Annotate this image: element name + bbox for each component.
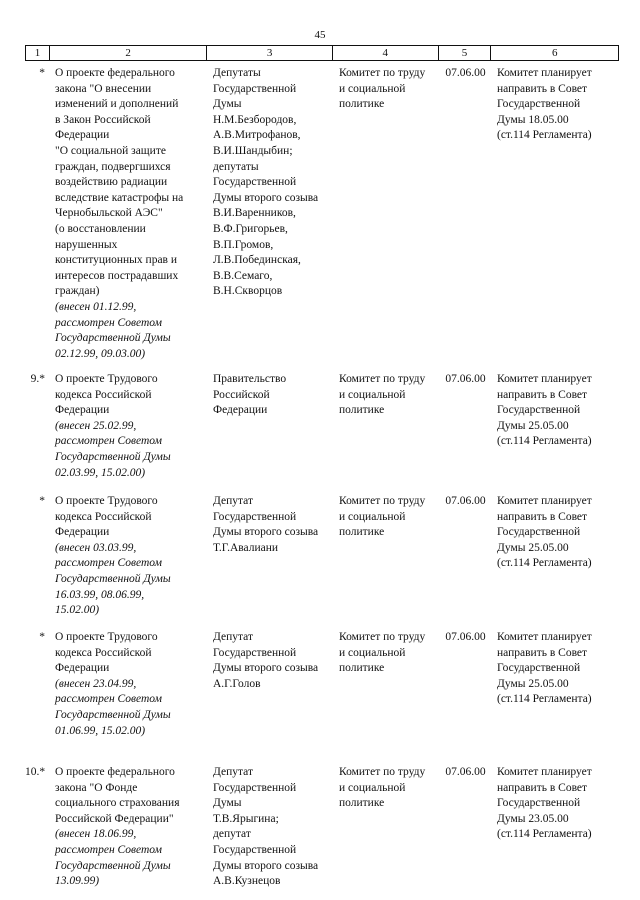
date-cell: 07.06.00 [445, 631, 486, 643]
bill-title-cell [49, 494, 207, 619]
author-line: В.Ф.Григорьев, [213, 222, 288, 235]
bill-title-line: в Закон Российской [55, 113, 151, 126]
bill-note-line: Государственной Думы [55, 859, 171, 872]
author-line: депутат [213, 828, 251, 841]
row-number: * [39, 631, 45, 643]
author-line: В.Н.Скворцов [213, 285, 283, 298]
plan-cell [492, 372, 619, 481]
plan-line: Государственной [497, 797, 581, 810]
author-line: Государственной [213, 843, 297, 856]
row-number: * [39, 495, 45, 507]
bill-note-line: 02.12.99, 09.03.00) [55, 347, 146, 360]
committee-line: политике [339, 526, 385, 539]
author-line: Думы второго созыва [213, 191, 319, 204]
bill-note-line: (внесен 23.04.99, [55, 677, 137, 690]
bill-title-line: кодекса Российской [55, 646, 152, 659]
plan-line: направить в Совет [497, 82, 588, 95]
author-line: Т.Г.Авалиани [213, 541, 279, 554]
plan-line: направить в Совет [497, 510, 588, 523]
bill-title-line: граждан, подвергшихся [55, 160, 171, 173]
bill-note-line: рассмотрен Советом [55, 693, 162, 706]
committee-line: и социальной [339, 781, 406, 794]
bill-note-line: рассмотрен Советом [55, 843, 162, 856]
committee-cell [333, 494, 439, 619]
plan-line: Комитет планирует [497, 373, 592, 385]
author-cell [207, 630, 333, 739]
committee-line: и социальной [339, 388, 406, 401]
bill-title-line: "О социальной защите [55, 144, 166, 157]
committee-line: и социальной [339, 82, 406, 95]
plan-line: Государственной [497, 98, 581, 111]
table-row [25, 66, 619, 362]
author-line: Т.В.Ярыгина; [213, 812, 279, 825]
author-line: В.В.Семаго, [213, 269, 273, 282]
author-line: Думы [213, 98, 242, 111]
committee-line: Комитет по труду [339, 373, 426, 385]
row-number: * [39, 67, 45, 79]
bill-note-line: 01.06.99, 15.02.00) [55, 724, 146, 737]
row-number: 10.* [25, 766, 46, 778]
plan-line: Государственной [497, 526, 581, 539]
committee-cell [333, 630, 439, 739]
author-line: Правительство [213, 373, 287, 385]
bill-title-cell [49, 372, 207, 481]
author-line: Депутат [213, 495, 253, 507]
plan-line: (ст.114 Регламента) [497, 435, 592, 448]
plan-line: (ст.114 Регламента) [497, 129, 592, 142]
table-row [25, 494, 619, 619]
table-header [25, 45, 619, 61]
author-line: Государственной [213, 781, 297, 794]
date-cell: 07.06.00 [445, 766, 486, 778]
bill-title-line: Федерации [55, 662, 110, 675]
plan-line: Комитет планирует [497, 766, 592, 778]
header-col-1: 1 [26, 46, 50, 60]
bill-note-line: 02.03.99, 15.02.00) [55, 466, 146, 479]
author-line: Государственной [213, 176, 297, 189]
author-line: Депутат [213, 631, 253, 643]
plan-cell [492, 494, 619, 619]
committee-line: и социальной [339, 510, 406, 523]
plan-line: (ст.114 Регламента) [497, 557, 592, 570]
committee-cell [333, 765, 439, 890]
bill-title-line: О проекте федерального [55, 67, 175, 79]
bill-title-line: социального страхования [55, 797, 180, 810]
bill-note-line: 15.02.00) [55, 604, 100, 617]
committee-line: Комитет по труду [339, 766, 426, 778]
date-cell: 07.06.00 [445, 373, 486, 385]
committee-cell [333, 372, 439, 481]
table-row [25, 765, 619, 890]
bill-title-line: О проекте федерального [55, 766, 175, 778]
bill-title-line: кодекса Российской [55, 388, 152, 401]
bill-title-line: закона "О Фонде [55, 781, 138, 794]
header-col-3: 3 [207, 46, 333, 60]
committee-line: политике [339, 404, 385, 417]
committee-line: политике [339, 98, 385, 111]
author-cell [207, 765, 333, 890]
author-cell [207, 494, 333, 619]
author-cell [207, 66, 333, 362]
bill-note-line: рассмотрен Советом [55, 316, 162, 329]
bill-note-line: Государственной Думы [55, 332, 171, 345]
row-number: 9.* [30, 373, 45, 385]
plan-line: Думы 25.05.00 [497, 541, 569, 554]
table-row [25, 630, 619, 739]
header-col-5: 5 [439, 46, 492, 60]
plan-cell [492, 66, 619, 362]
date-cell: 07.06.00 [445, 67, 486, 79]
bill-note-line: (внесен 25.02.99, [55, 419, 137, 432]
committee-cell [333, 66, 439, 362]
plan-line: направить в Совет [497, 646, 588, 659]
bill-title-line: Чернобыльской АЭС" [55, 207, 163, 220]
bill-title-line: нарушенных [55, 238, 118, 251]
page-number: 45 [314, 29, 326, 41]
committee-line: политике [339, 662, 385, 675]
author-line: Государственной [213, 646, 297, 659]
plan-line: Комитет планирует [497, 67, 592, 79]
plan-cell [492, 630, 619, 739]
author-line: Думы второго созыва [213, 526, 319, 539]
plan-line: Думы 25.05.00 [497, 677, 569, 690]
plan-line: (ст.114 Регламента) [497, 693, 592, 706]
bill-title-line: Федерации [55, 526, 110, 539]
author-line: Думы второго созыва [213, 662, 319, 675]
author-line: Н.М.Безбородов, [213, 113, 297, 126]
header-col-2: 2 [50, 46, 207, 60]
plan-line: Государственной [497, 662, 581, 675]
plan-cell [492, 765, 619, 890]
bill-note-line: (внесен 18.06.99, [55, 828, 137, 841]
header-col-4: 4 [333, 46, 439, 60]
bill-title-line: воздействию радиации [55, 176, 168, 189]
author-line: В.И.Шандыбин; [213, 144, 293, 157]
author-line: Федерации [213, 404, 268, 417]
bill-title-line: О проекте Трудового [55, 373, 158, 385]
bill-note-line: Государственной Думы [55, 572, 171, 585]
bill-title-line: Федерации [55, 404, 110, 417]
author-line: Государственной [213, 510, 297, 523]
author-line: депутаты [213, 160, 259, 173]
author-line: А.В.Кузнецов [213, 875, 281, 888]
author-line: В.П.Громов, [213, 238, 274, 251]
bill-note-line: (внесен 01.12.99, [55, 300, 137, 313]
plan-line: Думы 18.05.00 [497, 113, 569, 126]
committee-line: Комитет по труду [339, 495, 426, 507]
bill-title-line: граждан) [55, 285, 100, 298]
bill-title-line: кодекса Российской [55, 510, 152, 523]
committee-line: Комитет по труду [339, 67, 426, 79]
author-cell [207, 372, 333, 481]
author-line: Думы второго созыва [213, 859, 319, 872]
bill-title-line: Российской Федерации" [55, 812, 174, 825]
plan-line: Думы 23.05.00 [497, 812, 569, 825]
bill-title-line: (о восстановлении [55, 222, 146, 235]
bill-title-line: вследствие катастрофы на [55, 191, 184, 204]
author-line: А.В.Митрофанов, [213, 129, 301, 142]
plan-line: (ст.114 Регламента) [497, 828, 592, 841]
bill-title-cell [49, 765, 207, 890]
author-line: Государственной [213, 82, 297, 95]
committee-line: и социальной [339, 646, 406, 659]
bill-note-line: (внесен 03.03.99, [55, 541, 137, 554]
author-line: В.И.Варенников, [213, 207, 296, 220]
author-line: Думы [213, 797, 242, 810]
bill-title-line: изменений и дополнений [55, 98, 179, 111]
bill-note-line: рассмотрен Советом [55, 557, 162, 570]
plan-line: направить в Совет [497, 781, 588, 794]
bill-title-line: О проекте Трудового [55, 631, 158, 643]
header-col-6: 6 [551, 47, 558, 59]
plan-line: направить в Совет [497, 388, 588, 401]
author-line: Российской [213, 388, 270, 401]
bill-title-line: Федерации [55, 129, 110, 142]
bill-note-line: рассмотрен Советом [55, 435, 162, 448]
committee-line: политике [339, 797, 385, 810]
plan-line: Думы 25.05.00 [497, 419, 569, 432]
table-row [25, 372, 619, 481]
bill-note-line: 16.03.99, 08.06.99, [55, 588, 145, 601]
author-line: Депутаты [213, 67, 261, 79]
bill-title-line: конституционных прав и [55, 254, 178, 267]
bill-title-cell [49, 630, 207, 739]
author-line: А.Г.Голов [213, 677, 261, 690]
bill-title-line: интересов пострадавших [55, 269, 179, 282]
bill-title-cell [49, 66, 207, 362]
bill-note-line: Государственной Думы [55, 450, 171, 463]
date-cell: 07.06.00 [445, 495, 486, 507]
plan-line: Государственной [497, 404, 581, 417]
plan-line: Комитет планирует [497, 495, 592, 507]
bill-note-line: 13.09.99) [55, 875, 100, 888]
bill-title-line: О проекте Трудового [55, 495, 158, 507]
plan-line: Комитет планирует [497, 631, 592, 643]
author-line: Л.В.Побединская, [213, 254, 301, 267]
author-line: Депутат [213, 766, 253, 778]
committee-line: Комитет по труду [339, 631, 426, 643]
bill-title-line: закона "О внесении [55, 82, 152, 95]
bill-note-line: Государственной Думы [55, 708, 171, 721]
